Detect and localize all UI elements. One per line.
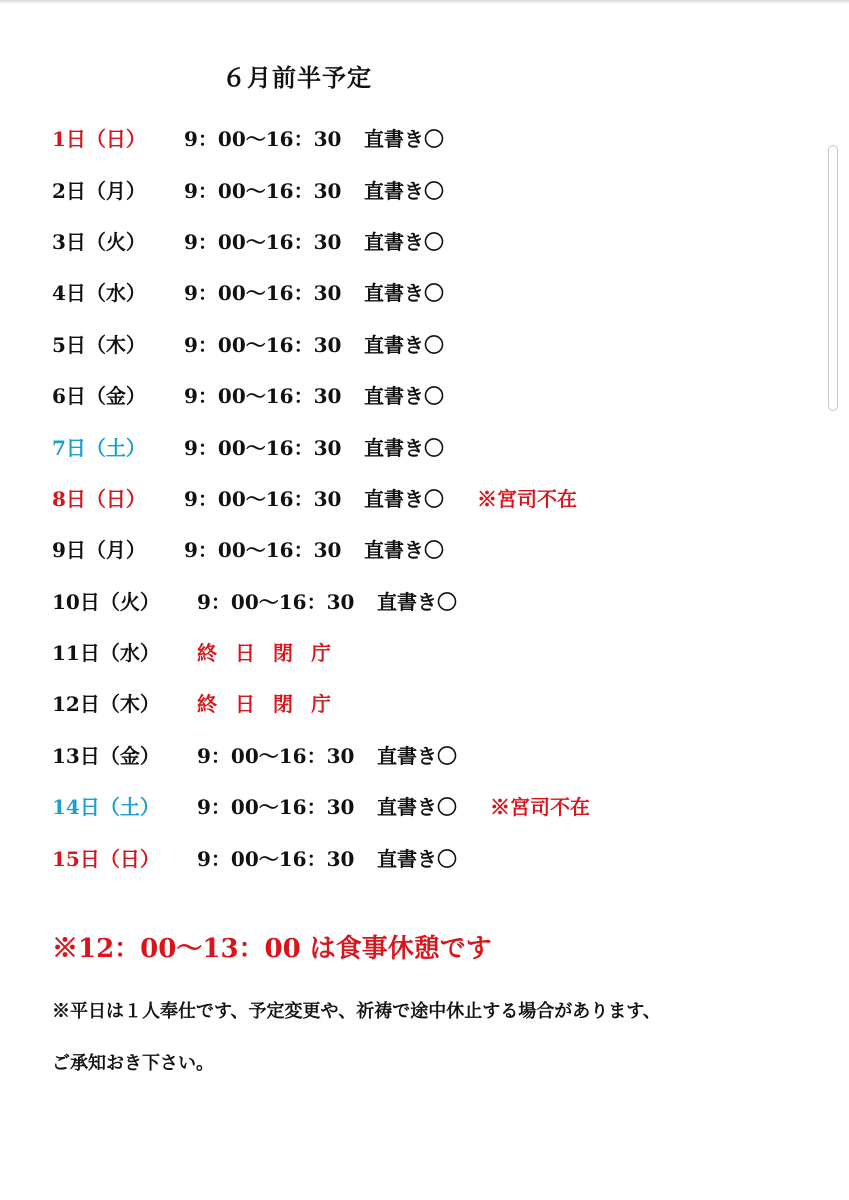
row-time: 9：00〜16：30 <box>197 743 355 768</box>
row-date: 1日（日） <box>52 127 146 152</box>
row-time: 9：00〜16：30 <box>184 384 342 409</box>
page-top-edge <box>0 0 849 4</box>
row-service: 直書き〇 <box>364 281 444 306</box>
schedule-row-5 <box>52 318 812 369</box>
row-date: 13日（金） <box>52 743 160 768</box>
row-date: 3日（火） <box>52 229 146 254</box>
row-service: 直書き〇 <box>364 178 444 203</box>
service-notice <box>52 986 661 1090</box>
row-service: 直書き〇 <box>364 384 444 409</box>
row-service: 直書き〇 <box>364 435 444 460</box>
row-service: 直書き〇 <box>377 795 457 820</box>
schedule-row-3 <box>52 215 812 266</box>
lunch-break-notice: ※12：00〜13：00 は食事休憩です <box>52 934 492 964</box>
row-time: 9：00〜16：30 <box>197 589 355 614</box>
row-date: 9日（月） <box>52 538 146 563</box>
notice-line-2: ご承知おき下さい。 <box>52 1053 214 1074</box>
row-service: 直書き〇 <box>364 127 444 152</box>
row-date: 11日（水） <box>52 641 160 666</box>
row-time: 9：00〜16：30 <box>184 178 342 203</box>
schedule-row-8 <box>52 472 812 523</box>
row-service: 直書き〇 <box>364 538 444 563</box>
row-date: 5日（木） <box>52 332 146 357</box>
row-status: 終日閉庁 <box>197 641 349 666</box>
row-date: 15日（日） <box>52 846 160 871</box>
row-time: 9：00〜16：30 <box>184 332 342 357</box>
row-time: 9：00〜16：30 <box>184 281 342 306</box>
row-date: 10日（火） <box>52 589 160 614</box>
row-note: ※宮司不在 <box>490 795 590 820</box>
schedule-row-7 <box>52 420 812 471</box>
row-time: 9：00〜16：30 <box>197 846 355 871</box>
scrollbar[interactable] <box>828 145 838 411</box>
row-service: 直書き〇 <box>377 846 457 871</box>
row-service: 直書き〇 <box>377 589 457 614</box>
row-date: 6日（金） <box>52 384 146 409</box>
schedule-row-2 <box>52 163 812 214</box>
row-time: 9：00〜16：30 <box>184 486 342 511</box>
schedule-list <box>52 112 812 883</box>
page-title: ６月前半予定 <box>222 63 372 92</box>
row-date: 14日（土） <box>52 795 160 820</box>
schedule-row-4 <box>52 266 812 317</box>
row-time: 9：00〜16：30 <box>184 127 342 152</box>
row-date: 4日（水） <box>52 281 146 306</box>
row-service: 直書き〇 <box>364 229 444 254</box>
row-date: 8日（日） <box>52 486 146 511</box>
schedule-row-10 <box>52 575 812 626</box>
schedule-row-15 <box>52 831 812 882</box>
row-service: 直書き〇 <box>364 486 444 511</box>
schedule-row-1 <box>52 112 812 163</box>
row-date: 7日（土） <box>52 435 146 460</box>
schedule-row-9 <box>52 523 812 574</box>
schedule-row-6 <box>52 369 812 420</box>
row-date: 2日（月） <box>52 178 146 203</box>
schedule-row-13 <box>52 729 812 780</box>
row-time: 9：00〜16：30 <box>184 229 342 254</box>
row-note: ※宮司不在 <box>477 486 577 511</box>
row-date: 12日（木） <box>52 692 160 717</box>
row-service: 直書き〇 <box>364 332 444 357</box>
row-service: 直書き〇 <box>377 743 457 768</box>
row-time: 9：00〜16：30 <box>197 795 355 820</box>
row-status: 終日閉庁 <box>197 692 349 717</box>
schedule-row-11 <box>52 626 812 677</box>
notice-line-1: ※平日は１人奉仕です、予定変更や、祈祷で途中休止する場合があります、 <box>52 1001 661 1022</box>
schedule-row-12 <box>52 677 812 728</box>
row-time: 9：00〜16：30 <box>184 435 342 460</box>
row-time: 9：00〜16：30 <box>184 538 342 563</box>
schedule-row-14 <box>52 780 812 831</box>
